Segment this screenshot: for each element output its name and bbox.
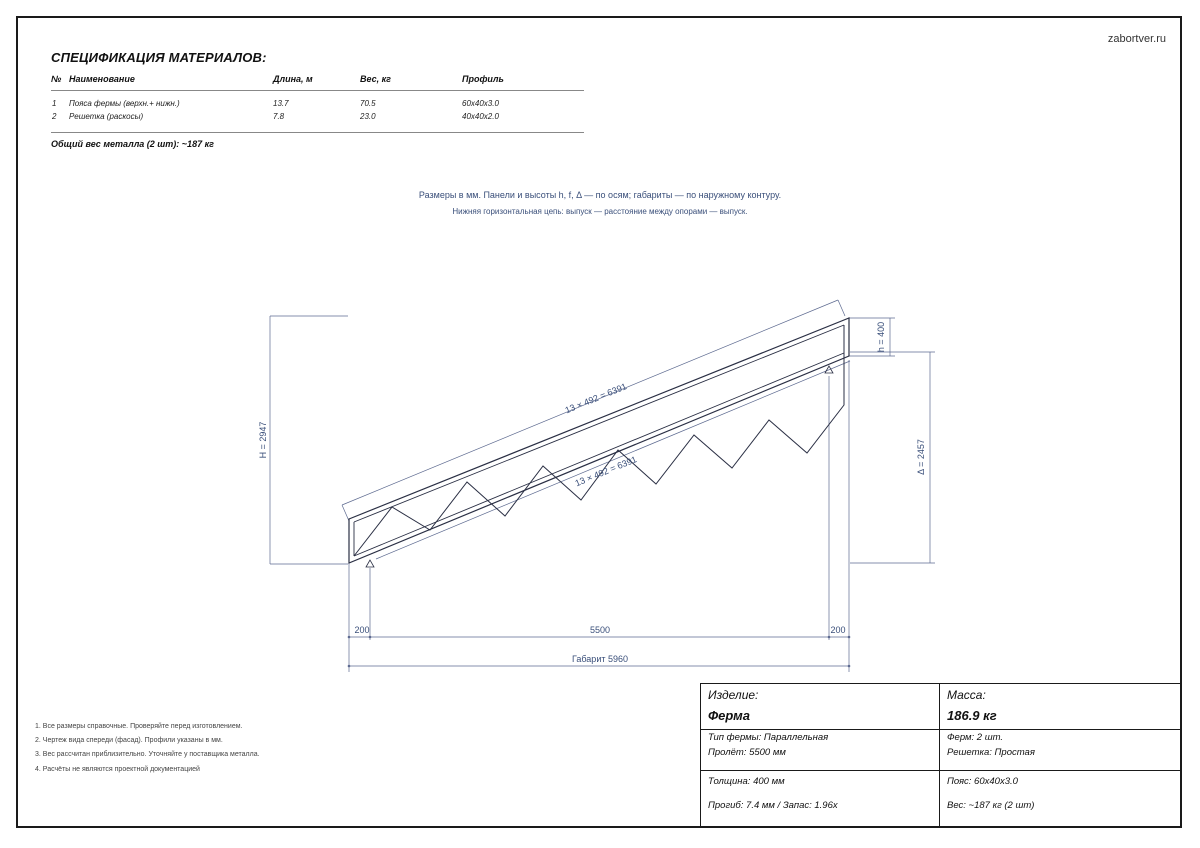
deflection-value: Прогиб: 7.4 мм / Запас: 1.96x	[708, 800, 838, 811]
dim-label-depth: h = 400	[876, 321, 886, 353]
spec-row-length: 7.8	[273, 112, 285, 121]
mass-value: 186.9 кг	[947, 708, 997, 723]
spec-row-length: 13.7	[273, 99, 289, 108]
drawing-note-secondary: Нижняя горизонтальная цепь: выпуск — расстояние между опорами — выпуск.	[452, 207, 748, 216]
product-label: Изделие:	[708, 688, 759, 702]
drawing-note-primary: Размеры в мм. Панели и высоты h, f, Δ — по осям; габариты — по наружному контуру.	[418, 190, 782, 200]
spec-row-weight: 23.0	[360, 112, 376, 121]
chord-profile: Пояс: 60x40x3.0	[947, 776, 1018, 787]
note-item: 1. Все размеры справочные. Проверяйте перед изготовлением.	[35, 723, 243, 730]
spec-row-num: 1	[52, 99, 57, 108]
mass-label: Масса:	[947, 688, 986, 702]
spec-header-name: Наименование	[69, 74, 135, 84]
spec-row-num: 2	[52, 112, 57, 121]
title-block	[700, 683, 1182, 828]
spec-total: Общий вес металла (2 шт): ~187 кг	[51, 139, 214, 149]
dim-label-bottom-chord: 13 × 492 = 6391	[573, 454, 639, 489]
note-item: 4. Расчёты не являются проектной документацией	[35, 765, 200, 773]
lattice-type: Решетка: Простая	[947, 747, 1035, 758]
left-support-icon	[366, 560, 374, 567]
dim-label-rise: Δ = 2457	[916, 439, 926, 475]
site-name: zabortver.ru	[1107, 33, 1166, 45]
truss	[349, 318, 849, 563]
spec-row-weight: 70.5	[360, 99, 376, 108]
title-block-divider	[939, 684, 940, 827]
dim-label-overall: Габарит 5960	[571, 654, 629, 664]
total-weight: Вес: ~187 кг (2 шт)	[947, 800, 1035, 811]
dim-label-left-overhang: 200	[354, 625, 370, 635]
thickness-value: Толщина: 400 мм	[708, 776, 785, 787]
product-value: Ферма	[708, 708, 750, 723]
spec-header-length: Длина, м	[273, 74, 313, 84]
spec-header-weight: Вес, кг	[360, 74, 391, 84]
note-item: 2. Чертеж вида спереди (фасад). Профили указаны в мм.	[35, 737, 223, 745]
bottom-chord-inner	[354, 353, 844, 556]
span-value: Пролёт: 5500 мм	[708, 747, 786, 758]
spec-row-profile: 60x40x3.0	[462, 99, 499, 108]
spec-row-name: Пояса фермы (верхн.+ нижн.)	[69, 99, 180, 108]
dim-label-right-overhang: 200	[830, 625, 846, 635]
top-chord-inner	[354, 325, 844, 522]
notes-list	[35, 720, 260, 777]
lattice-diagonals	[354, 325, 844, 556]
title-block-rule	[701, 729, 1181, 730]
spec-row-profile: 40x40x2.0	[462, 112, 499, 121]
dim-label-span: 5500	[589, 625, 611, 635]
truss-type: Тип фермы: Параллельная	[708, 732, 829, 743]
note-item: 3. Вес рассчитан приблизительно. Уточняйте у поставщика металла.	[35, 751, 260, 759]
truss-count: Ферм: 2 шт.	[947, 732, 1004, 743]
dimension-lines	[270, 300, 935, 672]
dim-label-top-chord: 13 × 492 = 6391	[563, 381, 629, 416]
spec-title: СПЕЦИФИКАЦИЯ МАТЕРИАЛОВ:	[51, 50, 267, 65]
spec-header-num: №	[51, 74, 62, 84]
spec-row-name: Решетка (раскосы)	[69, 112, 144, 121]
title-block-rule	[701, 770, 1181, 771]
dim-label-total-height: H = 2947	[258, 421, 268, 459]
spec-header-profile: Профиль	[462, 74, 504, 84]
